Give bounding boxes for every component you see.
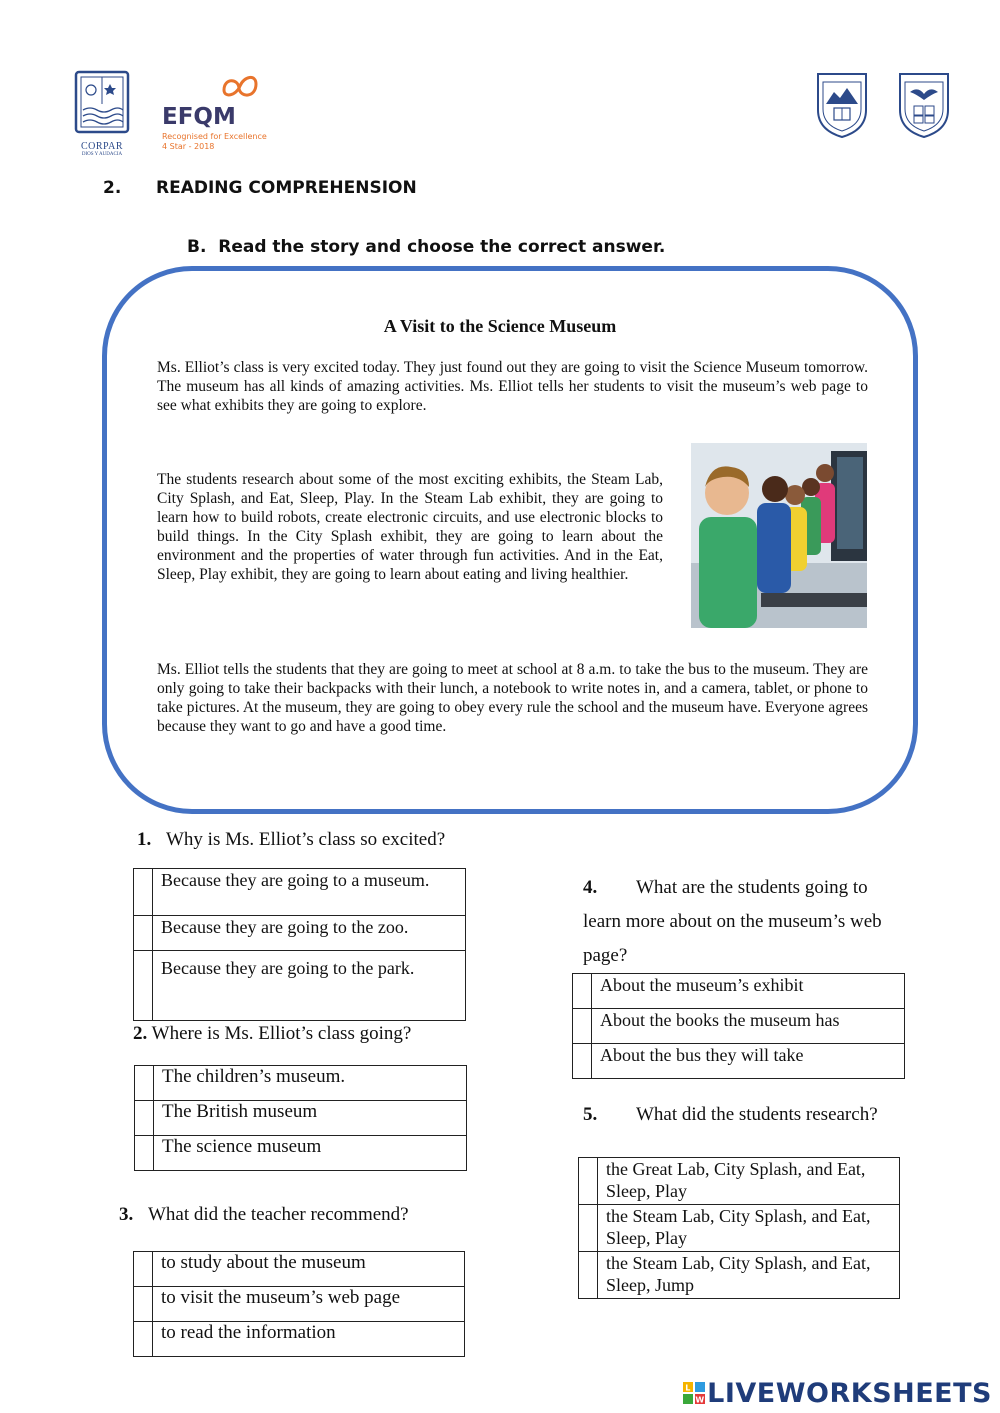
option-text: to study about the museum	[153, 1252, 465, 1287]
option-text: About the books the museum has	[592, 1009, 905, 1044]
corpar-logo-subtext: DIOS Y AUDACIA	[81, 152, 123, 157]
badge-letter-w: W	[695, 1395, 705, 1404]
question-3	[119, 1204, 409, 1226]
option-text: The children’s museum.	[154, 1066, 467, 1101]
question-4-text-2: learn more about on the museum’s web	[583, 911, 882, 932]
instruction: B. Read the story and choose the correct answer.	[187, 237, 666, 257]
story-paragraph-3: Ms. Elliot tells the students that they are going to meet at school at 8 a.m. to take the bus to the museum. They are only going to take their backpacks with their lunch, a notebook to write notes in, and a camera, tablet, or phone to take pictures. At the museum, they are going to obey every rule the school and the museum have. Everyone agrees because they want to go and have a good time.	[157, 661, 868, 735]
option-checkbox[interactable]	[134, 916, 153, 951]
option-checkbox[interactable]	[135, 1136, 154, 1171]
school-crest-eagle-icon	[896, 70, 952, 140]
option-row[interactable]	[134, 951, 466, 1021]
option-row[interactable]	[573, 974, 905, 1009]
option-row[interactable]	[579, 1205, 900, 1252]
option-row[interactable]	[134, 916, 466, 951]
question-2-number: 2.	[133, 1023, 148, 1044]
option-text: Because they are going to a museum.	[153, 869, 466, 916]
option-text: About the bus they will take	[592, 1044, 905, 1079]
question-5	[583, 1104, 878, 1126]
option-row[interactable]	[135, 1101, 467, 1136]
question-4-text-1: What are the students going to	[636, 877, 868, 898]
question-4-text-3: page?	[583, 945, 628, 966]
option-checkbox[interactable]	[134, 951, 153, 1021]
question-5-number: 5.	[583, 1104, 598, 1125]
question-3-options	[133, 1251, 465, 1357]
option-row[interactable]	[134, 1322, 465, 1357]
question-2-options	[134, 1065, 467, 1171]
story-paragraph-2: The students research about some of the most exciting exhibits, the Steam Lab, City Splash, and Eat, Sleep, Play. In the Steam Lab exhibit, they are going to learn how to build robots, create electronic circuits, and use electronic blocks to build things. In the City Splash exhibit, they are going to learn about the environment and the properties of water through fun activities. And in the Eat, Sleep, Play exhibit, they are going to learn about eating and living healthier.	[157, 471, 663, 583]
option-checkbox[interactable]	[573, 1009, 592, 1044]
story-paragraph-1: Ms. Elliot’s class is very excited today. They just found out they are going to visit the Science Museum tomorrow. The museum has all kinds of amazing activities. Ms. Elliot tells her students to visit the museum’s web page to see what exhibits they are going to explore.	[157, 359, 868, 414]
option-text: Because they are going to the park.	[153, 951, 466, 1021]
question-2	[133, 1023, 411, 1045]
option-checkbox[interactable]	[134, 1252, 153, 1287]
question-2-text: Where is Ms. Elliot’s class going?	[151, 1023, 412, 1044]
option-text: The British museum	[154, 1101, 467, 1136]
option-row[interactable]	[135, 1136, 467, 1171]
option-row[interactable]	[134, 1287, 465, 1322]
option-checkbox[interactable]	[573, 974, 592, 1009]
option-checkbox[interactable]	[135, 1066, 154, 1101]
students-computers-photo	[691, 443, 867, 628]
option-checkbox[interactable]	[579, 1158, 598, 1205]
option-checkbox[interactable]	[134, 869, 153, 916]
question-4-number: 4.	[583, 877, 598, 898]
option-row[interactable]	[579, 1252, 900, 1299]
corpar-logo-text: CORPAR	[80, 141, 124, 152]
section-title: READING COMPREHENSION	[156, 178, 417, 198]
efqm-logo	[160, 70, 280, 152]
option-text: the Great Lab, City Splash, and Eat, Sleep, Play	[598, 1158, 900, 1205]
option-text: Because they are going to the zoo.	[153, 916, 466, 951]
option-text: the Steam Lab, City Splash, and Eat, Sleep, Jump	[598, 1252, 900, 1299]
option-checkbox[interactable]	[134, 1287, 153, 1322]
option-row[interactable]	[579, 1158, 900, 1205]
option-checkbox[interactable]	[579, 1252, 598, 1299]
question-1-options	[133, 868, 466, 1021]
story-title: A Visit to the Science Museum	[383, 316, 617, 336]
liveworksheets-footer[interactable]	[683, 1378, 992, 1409]
option-row[interactable]	[573, 1009, 905, 1044]
option-row[interactable]	[134, 1252, 465, 1287]
option-checkbox[interactable]	[135, 1101, 154, 1136]
option-text: to visit the museum’s web page	[153, 1287, 465, 1322]
question-4-options	[572, 973, 905, 1079]
question-3-number: 3.	[119, 1204, 134, 1225]
question-4-line-1	[583, 871, 882, 905]
option-row[interactable]	[573, 1044, 905, 1079]
school-crest-icon	[814, 70, 870, 140]
corpar-shield-icon	[74, 70, 130, 136]
footer-brand: LIVEWORKSHEETS	[707, 1378, 992, 1409]
option-text: the Steam Lab, City Splash, and Eat, Sleep, Play	[598, 1205, 900, 1252]
option-text: The science museum	[154, 1136, 467, 1171]
section-number: 2.	[103, 178, 122, 198]
question-5-text: What did the students research?	[636, 1104, 878, 1125]
efqm-line1: Recognised for Excellence	[162, 132, 267, 141]
option-text: About the museum’s exhibit	[592, 974, 905, 1009]
question-4	[583, 871, 882, 973]
question-1	[137, 829, 445, 851]
option-checkbox[interactable]	[573, 1044, 592, 1079]
badge-letter-l: L	[685, 1383, 691, 1393]
efqm-infinity-icon	[216, 70, 262, 102]
option-row[interactable]	[135, 1066, 467, 1101]
corpar-logo	[74, 70, 130, 156]
option-row[interactable]	[134, 869, 466, 916]
option-text: to read the information	[153, 1322, 465, 1357]
question-1-text: Why is Ms. Elliot’s class so excited?	[166, 829, 446, 850]
question-5-options	[578, 1157, 900, 1299]
efqm-title: EFQM	[162, 104, 236, 130]
liveworksheets-logo-icon	[683, 1382, 705, 1404]
option-checkbox[interactable]	[579, 1205, 598, 1252]
question-1-number: 1.	[137, 829, 152, 850]
question-3-text: What did the teacher recommend?	[148, 1204, 409, 1225]
option-checkbox[interactable]	[134, 1322, 153, 1357]
efqm-line2: 4 Star - 2018	[162, 142, 215, 151]
